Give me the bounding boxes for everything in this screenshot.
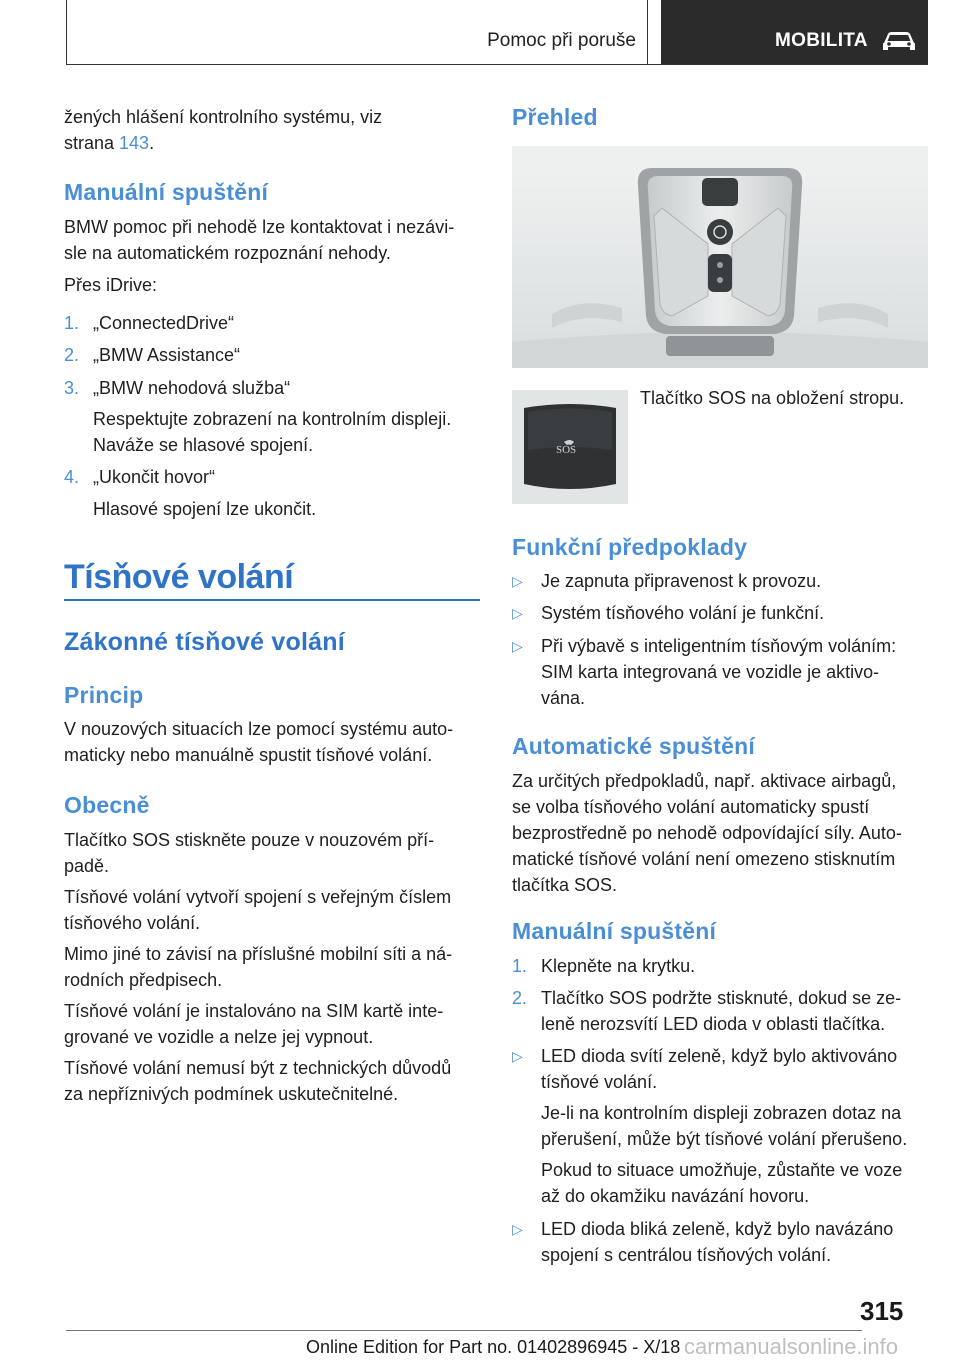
via-idrive-text: Přes iDrive: [64,275,158,295]
step-number: 3. [64,378,80,398]
manual-start-heading-right: Manuální spuštění [512,918,717,944]
roof-lining-image [512,146,928,368]
legal-emergency-call-heading: Zákonné tísňové volání [64,628,345,656]
triangle-bullet-icon: ▷ [512,1221,523,1237]
sos-button-image [512,390,628,504]
principle-line-2: maticky nebo manuálně spustit tísňové volání. [64,745,433,765]
intro-line-2 [64,130,154,156]
roof-console-illustration [512,146,928,368]
general-p1-line-2: padě. [64,856,110,876]
prereq-item: Je zapnuta připravenost k provozu. [541,571,822,591]
led-green-line-1: LED dioda svítí zeleně, když bylo aktivováno [541,1046,898,1066]
auto-line-5: tlačítka SOS. [512,875,618,895]
step-4-sub: Hlasové spojení lze ukončit. [93,499,317,519]
header-rule [66,64,928,65]
general-p4-line-1: Tísňové volání je instalováno na SIM kartě inte- [64,1001,444,1021]
general-p2-line-1: Tísňové volání vytvoří spojení s veřejným číslem [64,887,452,907]
header-section-title: Pomoc při poruše [487,30,636,51]
prereq-3-line-2: SIM karta integrovaná ve vozidle je aktivo- [541,662,880,682]
general-p3-line-2: rodních předpisech. [64,970,223,990]
stay-in-car-line-2: až do okamžiku navázání hovoru. [541,1186,810,1206]
auto-line-1: Za určitých předpokladů, např. aktivace airbagů, [512,771,897,791]
step-text: „Ukončit hovor“ [93,467,216,487]
interrupt-line-2: přerušení, může být tísňové volání přerušeno. [541,1129,908,1149]
led-green-line-2: tísňové volání. [541,1072,658,1092]
intro-line-2-prefix: strana [64,133,120,153]
step-text: „ConnectedDrive“ [93,313,235,333]
prereq-3-line-3: vána. [541,688,586,708]
general-p1-line-1: Tlačítko SOS stiskněte pouze v nouzovém pří- [64,830,435,850]
led-blinks-line-2: spojení s centrálou tísňových volání. [541,1245,832,1265]
footer-edition: Online Edition for Part no. 01402896945 - X/18 [306,1337,681,1357]
interrupt-line-1: Je-li na kontrolním displeji zobrazen dotaz na [541,1103,902,1123]
stay-in-car-line-1: Pokud to situace umožňuje, zůstaňte ve voze [541,1160,903,1180]
prereq-item: Při výbavě s inteligentním tísňovým voláním: [541,636,897,656]
intro-line-2-suffix: . [149,133,155,153]
page-number: 315 [860,1296,904,1326]
manual-paragraph-line-2: sle na automatickém rozpoznání nehody. [64,243,391,263]
car-icon [881,29,917,53]
auto-line-3: bezprostředně po nehodě odpovídající síly. Auto- [512,823,902,843]
overview-heading: Přehled [512,104,598,130]
general-p5-line-1: Tísňové volání nemusí být z technických důvodů [64,1058,452,1078]
triangle-bullet-icon: ▷ [512,638,523,654]
manual-step-2-line-1: Tlačítko SOS podržte stisknuté, dokud se ze- [541,988,902,1008]
triangle-bullet-icon: ▷ [512,605,523,621]
manual-step-1: Klepněte na krytku. [541,956,696,976]
prerequisites-heading: Funkční předpoklady [512,534,748,560]
principle-heading: Princip [64,682,144,708]
page-reference-link[interactable]: 143 [119,133,150,153]
manual-paragraph-line-1: BMW pomoc při nehodě lze kontaktovat i nezávi- [64,217,455,237]
triangle-bullet-icon: ▷ [512,573,523,589]
footer-watermark: carmanualsonline.info [684,1334,899,1359]
general-p4-line-2: grované ve vozidle a nelze jej vypnout. [64,1027,374,1047]
general-p3-line-1: Mimo jiné to závisí na příslušné mobilní síti a ná- [64,944,453,964]
intro-line-1: žených hlášení kontrolního systému, viz [64,107,383,127]
step-text: „BMW nehodová služba“ [93,378,291,398]
principle-line-1: V nouzových situacích lze pomocí systému auto- [64,719,454,739]
step-number: 1. [64,313,80,333]
header-chapter-title: MOBILITA [775,30,868,51]
auto-line-2: se volba tísňového volání automaticky spustí [512,797,870,817]
footer-rule [66,1330,862,1331]
manual-step-2-line-2: leně nerozsvítí LED dioda v oblasti tlačítka. [541,1014,886,1034]
sos-caption: Tlačítko SOS na obložení stropu. [640,388,905,408]
general-p2-line-2: tísňového volání. [64,913,201,933]
step-number: 2. [512,988,528,1008]
step-text: „BMW Assistance“ [93,345,241,365]
main-heading-rule [64,599,480,601]
triangle-bullet-icon: ▷ [512,1048,523,1064]
auto-line-4: matické tísňové volání není omezeno stisknutím [512,849,896,869]
sos-label: SOS [556,444,577,456]
step-3-sub-line-2: Naváže se hlasové spojení. [93,435,314,455]
manual-start-heading: Manuální spuštění [64,179,269,205]
step-number: 1. [512,956,528,976]
general-heading: Obecně [64,792,150,818]
step-number: 4. [64,467,80,487]
automatic-start-heading: Automatické spuštění [512,733,755,759]
header-chapter-tab [661,0,928,64]
prereq-item: Systém tísňového volání je funkční. [541,603,825,623]
step-number: 2. [64,345,80,365]
general-p5-line-2: za nepříznivých podmínek uskutečnitelné. [64,1084,399,1104]
main-heading: Tísňové volání [64,558,294,596]
step-3-sub-line-1: Respektujte zobrazení na kontrolním displeji. [93,409,452,429]
led-blinks-line-1: LED dioda bliká zeleně, když bylo navázáno [541,1219,894,1239]
